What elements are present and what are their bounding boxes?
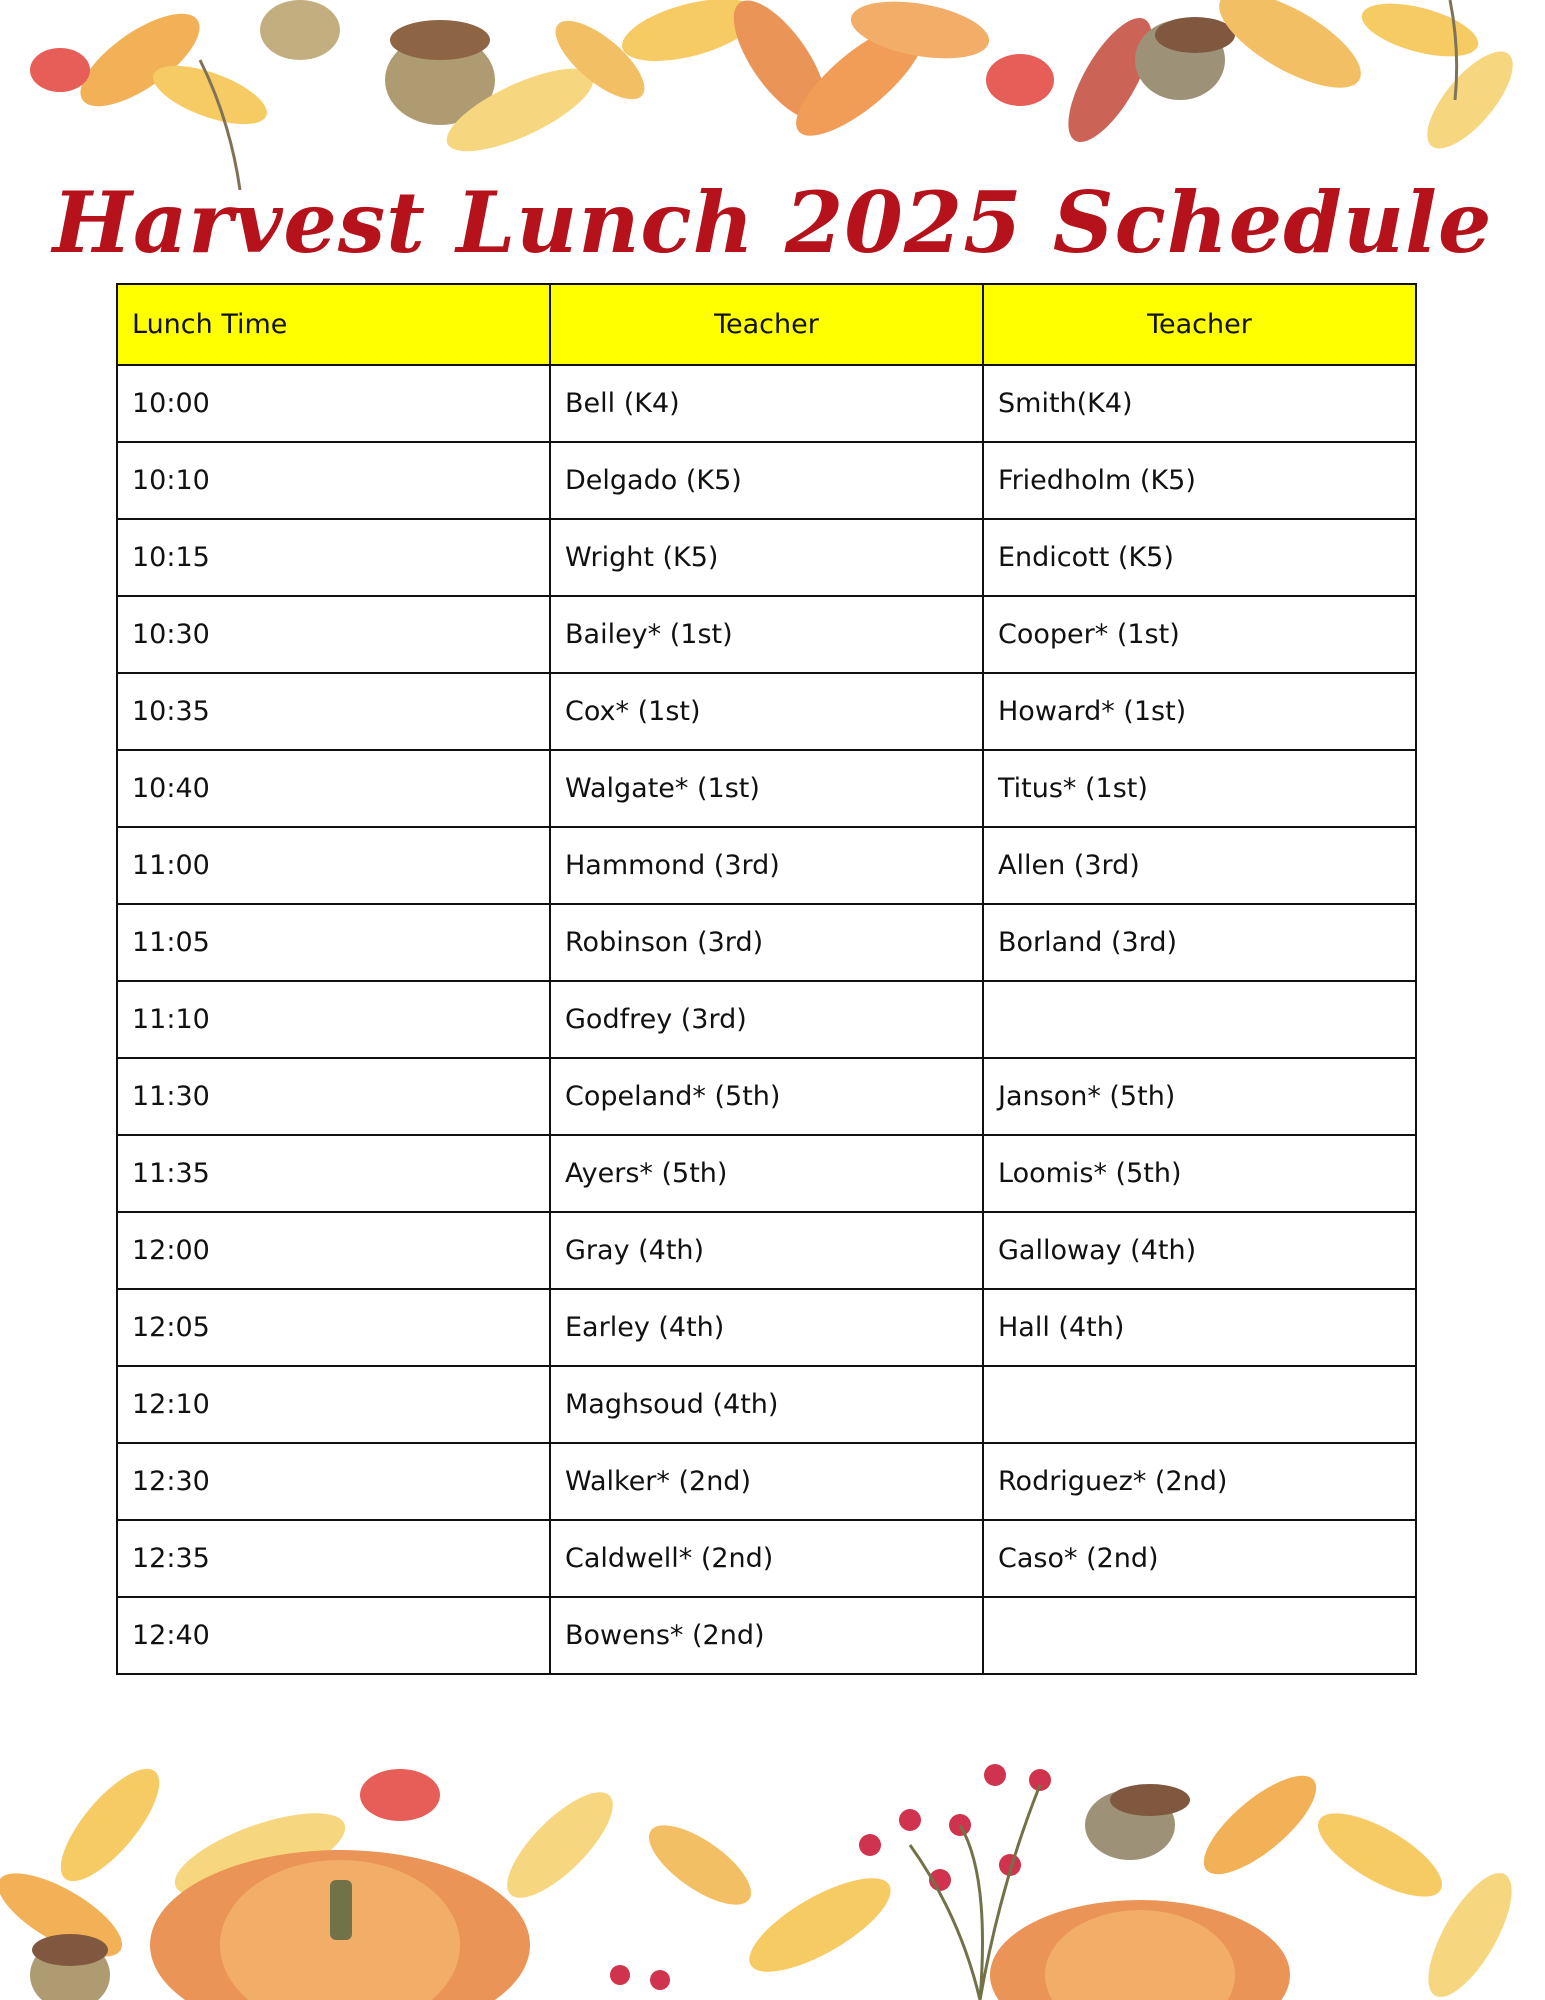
teacher-cell: Cox* (1st) <box>550 673 983 750</box>
lunch-time-cell: 10:15 <box>117 519 550 596</box>
table-row <box>117 1058 1416 1135</box>
teacher-cell: Bell (K4) <box>550 365 983 442</box>
table-row <box>117 365 1416 442</box>
autumn-pumpkins-illustration <box>0 1735 1545 2000</box>
lunch-time-cell: 11:30 <box>117 1058 550 1135</box>
page-title: Harvest Lunch 2025 Schedule <box>52 173 1493 272</box>
table-row <box>117 1212 1416 1289</box>
table-header-row <box>117 284 1416 365</box>
teacher-cell: Hall (4th) <box>983 1289 1416 1366</box>
autumn-pumpkins-bottom-border <box>0 1735 1545 2000</box>
teacher-cell: Howard* (1st) <box>983 673 1416 750</box>
teacher-cell: Allen (3rd) <box>983 827 1416 904</box>
lunch-time-cell: 11:35 <box>117 1135 550 1212</box>
column-header-teacher-1: Teacher <box>550 284 983 365</box>
lunch-time-cell: 11:05 <box>117 904 550 981</box>
table-row <box>117 442 1416 519</box>
teacher-cell: Borland (3rd) <box>983 904 1416 981</box>
teacher-cell: Robinson (3rd) <box>550 904 983 981</box>
teacher-cell: Copeland* (5th) <box>550 1058 983 1135</box>
teacher-cell: Janson* (5th) <box>983 1058 1416 1135</box>
table-row <box>117 904 1416 981</box>
table-row <box>117 1289 1416 1366</box>
teacher-cell: Loomis* (5th) <box>983 1135 1416 1212</box>
teacher-cell: Godfrey (3rd) <box>550 981 983 1058</box>
teacher-cell: Walgate* (1st) <box>550 750 983 827</box>
lunch-time-cell: 10:35 <box>117 673 550 750</box>
autumn-leaves-top-border <box>0 0 1545 190</box>
table-row <box>117 1520 1416 1597</box>
lunch-time-cell: 11:00 <box>117 827 550 904</box>
lunch-time-cell: 10:30 <box>117 596 550 673</box>
table-row <box>117 673 1416 750</box>
teacher-cell: Cooper* (1st) <box>983 596 1416 673</box>
teacher-cell: Delgado (K5) <box>550 442 983 519</box>
table-row <box>117 1443 1416 1520</box>
lunch-time-cell: 12:35 <box>117 1520 550 1597</box>
teacher-cell: Endicott (K5) <box>983 519 1416 596</box>
teacher-cell: Bailey* (1st) <box>550 596 983 673</box>
table-row <box>117 827 1416 904</box>
teacher-cell: Smith(K4) <box>983 365 1416 442</box>
teacher-cell: Caldwell* (2nd) <box>550 1520 983 1597</box>
table-row <box>117 1135 1416 1212</box>
lunch-time-cell: 12:00 <box>117 1212 550 1289</box>
teacher-cell: Rodriguez* (2nd) <box>983 1443 1416 1520</box>
teacher-cell: Earley (4th) <box>550 1289 983 1366</box>
lunch-time-cell: 11:10 <box>117 981 550 1058</box>
teacher-cell: Walker* (2nd) <box>550 1443 983 1520</box>
table-row <box>117 1597 1416 1674</box>
teacher-cell: Gray (4th) <box>550 1212 983 1289</box>
teacher-cell-empty <box>983 1366 1416 1443</box>
lunch-time-cell: 10:00 <box>117 365 550 442</box>
teacher-cell: Bowens* (2nd) <box>550 1597 983 1674</box>
table-row <box>117 981 1416 1058</box>
table-row <box>117 596 1416 673</box>
lunch-time-cell: 10:40 <box>117 750 550 827</box>
lunch-time-cell: 10:10 <box>117 442 550 519</box>
lunch-schedule-table <box>116 283 1417 1675</box>
teacher-cell: Hammond (3rd) <box>550 827 983 904</box>
lunch-time-cell: 12:10 <box>117 1366 550 1443</box>
lunch-time-cell: 12:05 <box>117 1289 550 1366</box>
teacher-cell: Maghsoud (4th) <box>550 1366 983 1443</box>
teacher-cell: Wright (K5) <box>550 519 983 596</box>
teacher-cell-empty <box>983 1597 1416 1674</box>
teacher-cell-empty <box>983 981 1416 1058</box>
teacher-cell: Titus* (1st) <box>983 750 1416 827</box>
teacher-cell: Caso* (2nd) <box>983 1520 1416 1597</box>
table-row <box>117 1366 1416 1443</box>
table-row <box>117 750 1416 827</box>
lunch-time-cell: 12:30 <box>117 1443 550 1520</box>
teacher-cell: Ayers* (5th) <box>550 1135 983 1212</box>
column-header-teacher-2: Teacher <box>983 284 1416 365</box>
column-header-lunch-time: Lunch Time <box>117 284 550 365</box>
lunch-time-cell: 12:40 <box>117 1597 550 1674</box>
autumn-leaves-illustration <box>0 0 1545 190</box>
table-row <box>117 519 1416 596</box>
teacher-cell: Galloway (4th) <box>983 1212 1416 1289</box>
teacher-cell: Friedholm (K5) <box>983 442 1416 519</box>
